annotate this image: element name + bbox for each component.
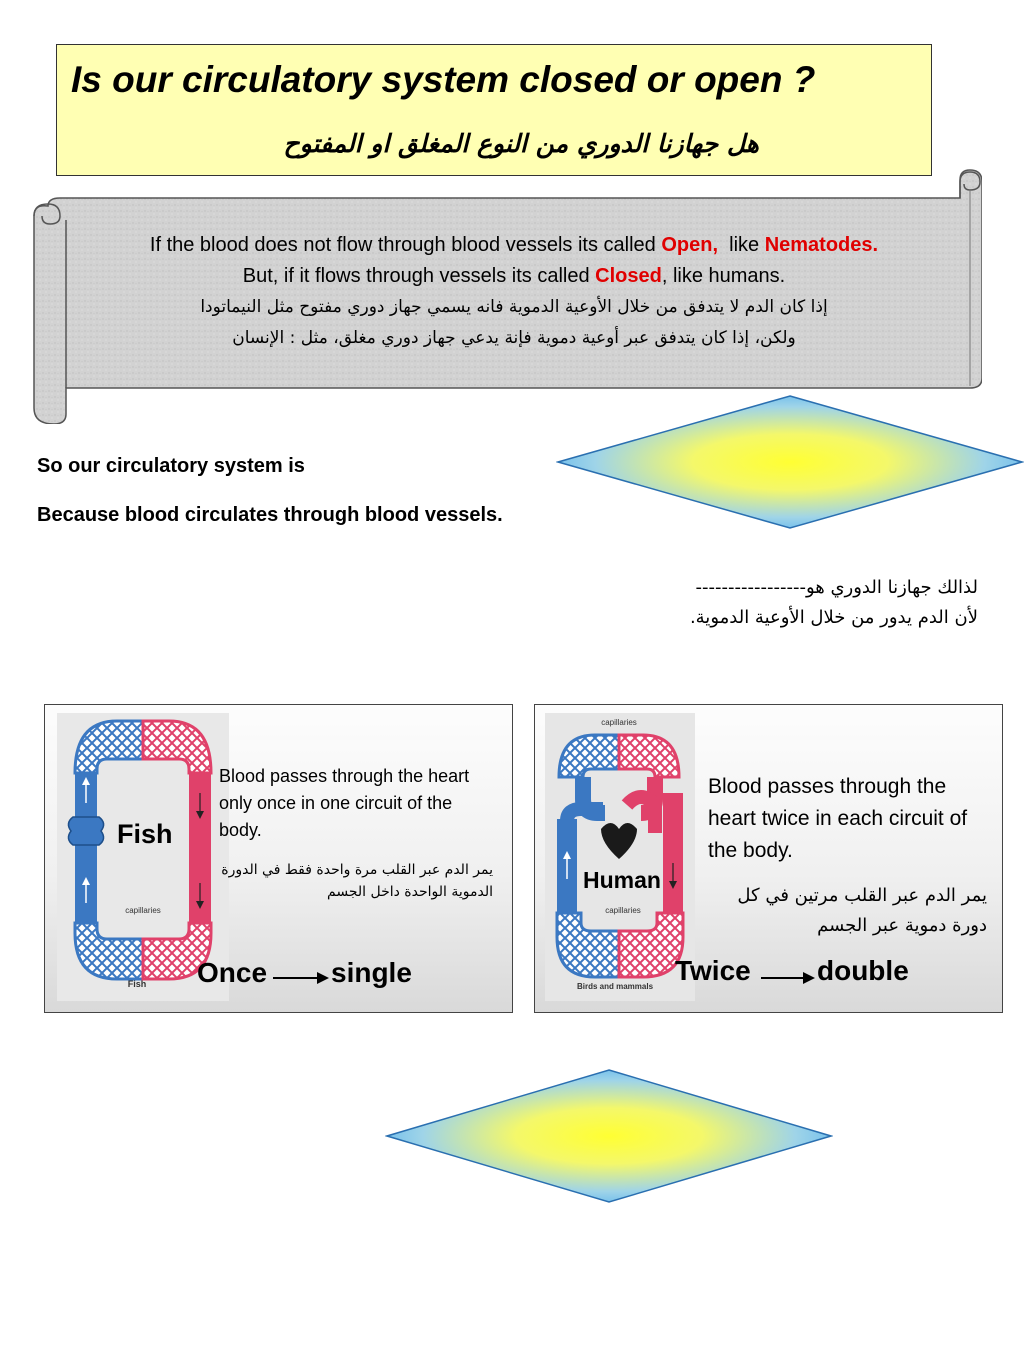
human-description: Blood passes through the heart twice in each circuit of the body. — [708, 775, 968, 862]
human-arrow-line — [761, 977, 805, 979]
answer-diamond-2 — [385, 1068, 833, 1204]
question-arabic-line-2: لأن الدم يدور من خلال الأوعية الدموية. — [689, 607, 978, 628]
fish-diagram-caption: Fish — [127, 979, 147, 989]
human-circulation-diagram — [545, 713, 695, 1001]
fish-description-arabic: يمر الدم عبر القلب مرة واحدة فقط في الدورة الدموية الواحدة داخل الجسم — [221, 862, 493, 900]
human-arrow-icon — [803, 972, 815, 984]
answer-diamond-1 — [556, 394, 1024, 530]
fish-arrow-line — [273, 977, 319, 979]
fish-single-word: single — [331, 957, 412, 988]
scroll-arabic-line-2: ولكن، إذا كان يتدفق عبر أوعية دموية فإنة يدعي جهاز دوري مغلق، مثل : الإنسان — [232, 328, 796, 348]
human-diagram-top-label: capillaries — [601, 718, 637, 727]
page-title: Is our circulatory system closed or open ? — [71, 59, 816, 100]
scroll-line-1-like: like — [718, 234, 765, 256]
human-double-word: double — [817, 955, 909, 986]
scroll-line-2-suffix: , like humans. — [661, 265, 786, 287]
closed-term: Closed — [595, 265, 662, 287]
human-label: Human — [583, 867, 661, 893]
question-so-text: So our circulatory system is — [37, 455, 305, 477]
fish-label: Fish — [117, 819, 173, 849]
nematodes-term: Nematodes. — [764, 234, 879, 256]
fish-panel — [44, 704, 513, 1013]
scroll-line-1 — [66, 230, 962, 261]
fish-diagram-capillaries-label: capillaries — [125, 906, 161, 915]
title-box — [56, 44, 932, 176]
human-diagram-caption: Birds and mammals — [576, 982, 654, 991]
fish-arrow-icon — [317, 972, 329, 984]
fish-description: Blood passes through the heart only once in one circuit of the body. — [219, 766, 470, 840]
human-twice-word: Twice — [675, 955, 751, 986]
scroll-line-2 — [66, 261, 962, 292]
question-because-text: Because blood circulates through blood vessels. — [37, 504, 503, 526]
scroll-arabic-line-1: إذا كان الدم لا يتدفق من خلال الأوعية الدموية فانه يسمي جهاز دوري مفتوح مثل النيماتودا — [200, 297, 828, 317]
scroll-line-1-prefix: If the blood does not flow through blood vessels its called — [149, 234, 662, 256]
human-diagram-capillaries-label: capillaries — [605, 906, 641, 915]
human-panel — [534, 704, 1003, 1013]
question-arabic-line-1: لذالك جهازنا الدوري هو----------------- — [695, 577, 978, 598]
human-description-arabic: يمر الدم عبر القلب مرتين في كل دورة دموية عبر الجسم — [737, 885, 987, 936]
scroll-text — [66, 230, 962, 354]
question-arabic — [690, 573, 978, 633]
open-term: Open, — [661, 234, 719, 256]
fish-once-word: Once — [197, 957, 268, 988]
scroll-line-2-prefix: But, if it flows through vessels its called — [242, 265, 596, 287]
page-title-arabic: هل جهازنا الدوري من النوع المغلق او المفتوح — [283, 129, 759, 158]
